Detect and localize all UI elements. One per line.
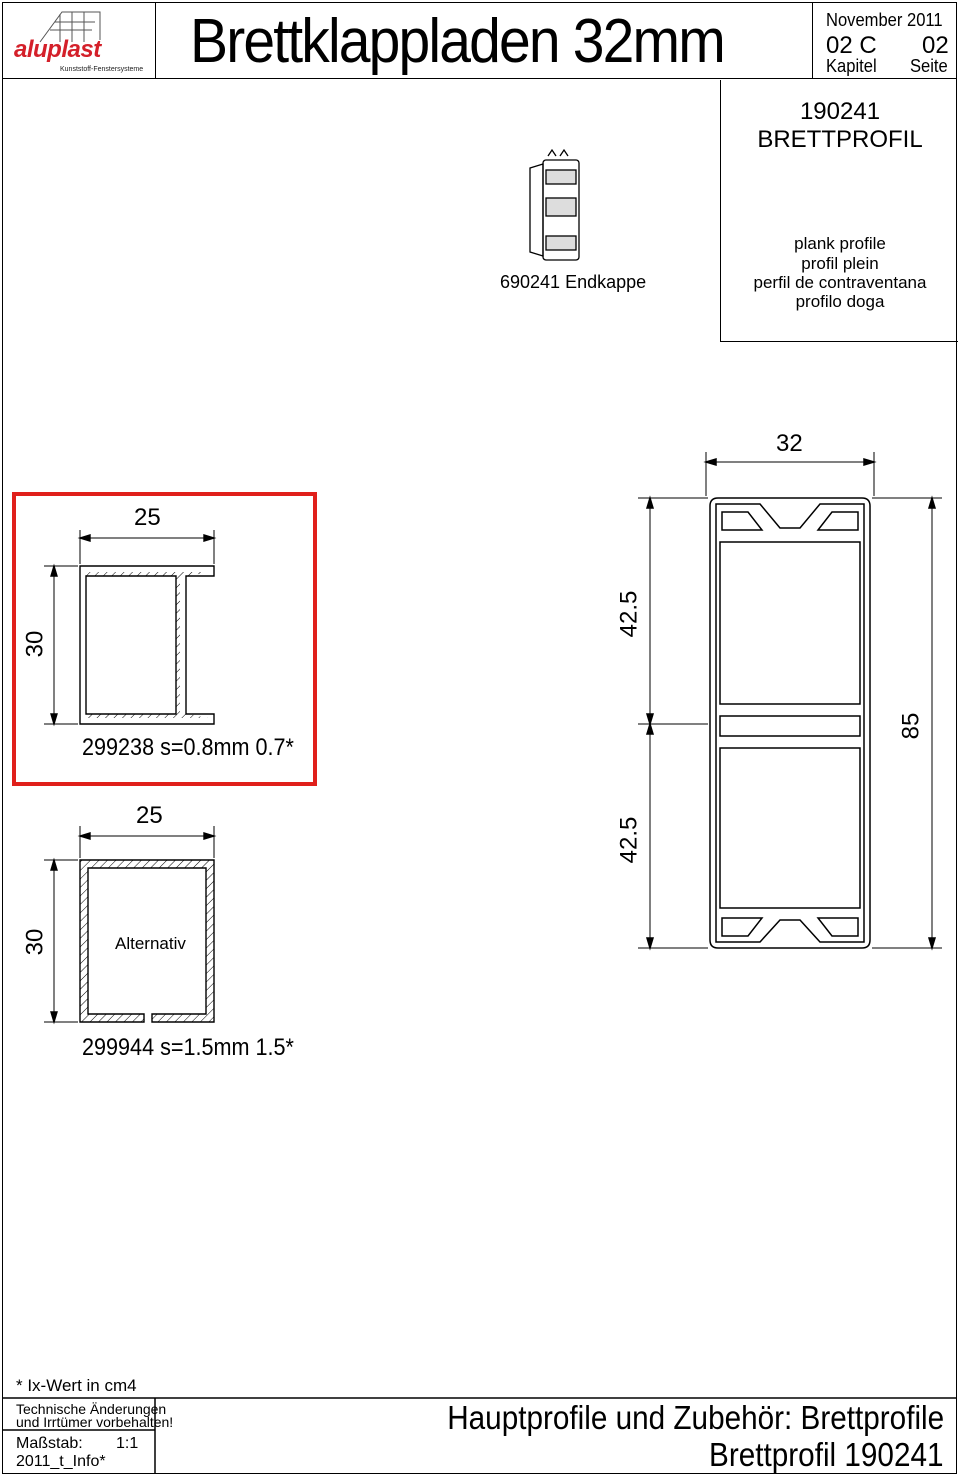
main-lower-dim: 42.5 [615, 816, 643, 864]
endcap-label: 690241 Endkappe [500, 272, 647, 292]
main-total-dim: 85 [897, 712, 925, 740]
translation-fr: profil plein [801, 254, 879, 273]
footer-category: Hauptprofile und Zubehör: Brettprofile [447, 1399, 944, 1436]
page-title: Brettklappladen 32mm [190, 7, 724, 76]
profile1-width-dim: 25 [134, 504, 161, 531]
profile2-width-dim: 25 [136, 802, 163, 829]
chapter-label: Kapitel [826, 56, 877, 76]
main-width-dim: 32 [776, 430, 803, 457]
ix-note: * Ix-Wert in cm4 [16, 1376, 137, 1395]
profile2-label: 299944 s=1.5mm 1.5* [82, 1034, 294, 1061]
disclaimer-line2: und Irrtümer vorbehalten! [16, 1414, 174, 1430]
footer-item: Brettprofil 190241 [709, 1436, 944, 1473]
profile-number: 190241 [799, 98, 881, 125]
translation-it: profilo doga [795, 292, 885, 311]
scale-label: Maßstab: [16, 1435, 83, 1452]
profile-name: BRETTPROFIL [757, 126, 923, 153]
page-label: Seite [910, 56, 948, 76]
scale-value: 1:1 [116, 1435, 139, 1452]
brand-tagline: Kunststoff-Fenstersysteme [60, 66, 144, 73]
chapter-value: 02 C [826, 32, 877, 59]
profile-190241-drawing [638, 452, 942, 948]
main-upper-dim: 42.5 [615, 590, 643, 638]
header-date: November 2011 [826, 10, 943, 30]
disclaimer-line1: Technische Änderungen [16, 1401, 167, 1417]
profile2-note: Alternativ [115, 934, 186, 953]
profile-info-box [720, 80, 958, 342]
translation-es: perfil de contraventana [753, 273, 927, 292]
profile1-label: 299238 s=0.8mm 0.7* [82, 734, 294, 761]
profile-299238-drawing [44, 530, 214, 724]
brand-logo: aluplast [14, 36, 101, 63]
translation-en: plank profile [794, 234, 886, 253]
endcap-drawing [530, 150, 579, 260]
page-value: 02 [922, 32, 949, 59]
profile1-height-dim: 30 [21, 630, 49, 658]
profile-299944-drawing [44, 826, 214, 1022]
file-id: 2011_t_Info* [16, 1453, 106, 1470]
profile2-height-dim: 30 [21, 928, 49, 956]
